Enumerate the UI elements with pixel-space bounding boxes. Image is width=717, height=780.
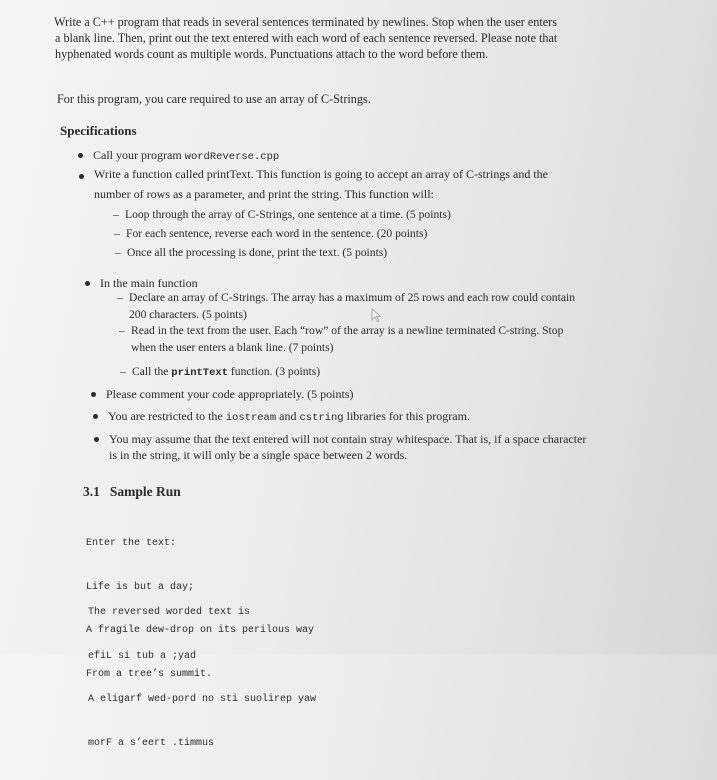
bullet-icon (93, 414, 98, 419)
intro-line: hyphenated words count as multiple words. Punctuations attach to the word before them. (55, 47, 489, 61)
bullet-icon (85, 281, 90, 286)
spec-bullet-printtext (94, 158, 654, 202)
spec-bullet-whitespace: You may assume that the text entered will not contain stray whitespace. That is, if a space character is in the string, it will only be a single space between 2 words. (109, 431, 669, 463)
bullet-icon (91, 392, 96, 397)
code-line: From a tree’s summit. (86, 668, 213, 680)
dash-icon: – (119, 324, 125, 337)
sub-item-call: – Call the printText function. (3 points) (120, 365, 321, 379)
spec-bullet-main: In the main function (100, 275, 198, 291)
intro-line: a blank line. Then, print out the text entered with each word of each sentence reversed. Please note that (55, 31, 558, 45)
sub-item-read: – Read in the text from the user. Each “row” of the array is a newline terminated C-string. Stop when the user enters a blank line. (7 points) (119, 324, 564, 354)
spec-bullet-libraries: You are restricted to the iostream and cstring libraries for this program. (108, 408, 470, 426)
bullet-icon (94, 437, 99, 442)
sample-run-heading: 3.1 Sample Run (83, 484, 181, 499)
dash-icon: – (117, 291, 123, 304)
code-library: cstring (299, 412, 344, 424)
code-line: Enter the text: (86, 538, 177, 549)
sample-output-block (88, 577, 316, 780)
bullet-icon (79, 174, 84, 179)
bullet-icon (78, 153, 83, 158)
dash-icon: – (113, 208, 119, 221)
mouse-pointer-icon (371, 308, 383, 324)
code-line: Life is but a day; (86, 581, 195, 593)
intro-paragraph (54, 14, 654, 62)
specifications-heading: Specifications (60, 123, 137, 138)
dash-icon: – (115, 246, 121, 259)
code-filename: wordReverse.cpp (184, 151, 280, 163)
dash-icon: – (114, 227, 120, 240)
dash-icon: – (120, 365, 126, 378)
bullet-line: Write a function called printText. This function is going to accept an array of C-strings and the (94, 167, 548, 181)
code-line: A fragile dew-drop on its perilous way (86, 625, 315, 636)
code-line: efiL si tub a ;yad (88, 650, 197, 662)
code-line: morF a s’eert .timmus (88, 737, 215, 749)
sub-item-declare: – Declare an array of C-Strings. The array has a maximum of 25 rows and each row could contain 200 characters. (5 points) (117, 291, 575, 321)
code-function: printText (171, 367, 229, 379)
bullet-text: Call your program (93, 148, 185, 162)
spec-bullet-comment: Please comment your code appropriately. (5 points) (106, 386, 353, 402)
sub-item-reverse: – For each sentence, reverse each word in the sentence. (20 points) (114, 227, 428, 240)
bullet-line: number of rows as a parameter, and print the string. This function will: (94, 187, 434, 201)
code-line: The reversed worded text is (88, 607, 251, 618)
sub-item-loop: – Loop through the array of C-Strings, one sentence at a time. (5 points) (113, 208, 451, 221)
intro-line: Write a C++ program that reads in several sentences terminated by newlines. Stop when the user enters (54, 15, 557, 29)
code-library: iostream (225, 412, 277, 424)
sub-item-print: – Once all the processing is done, print the text. (5 points) (115, 246, 388, 259)
array-requirement: For this program, you care required to use an array of C-Strings. (57, 92, 371, 106)
code-line: A eligarf wed-pord no sti suolirep yaw (88, 694, 317, 705)
